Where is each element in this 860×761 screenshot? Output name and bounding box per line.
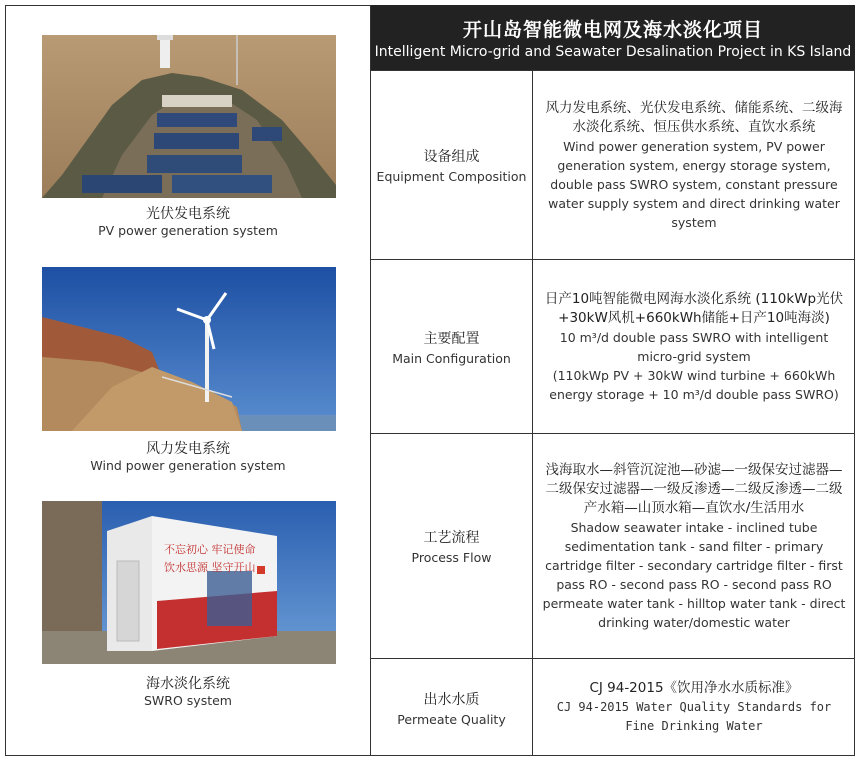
row-content-configuration [533,260,855,433]
row-content-permeate-quality [533,659,855,756]
row-content-equipment [533,71,855,259]
content-zh: 日产10吨智能微电网海水淡化系统 (110kWp光伏+30kW风机+660kWh储能+日产10吨海淡) [544,290,844,326]
content-en: Wind power generation system, PV power generation system, energy storage system, double pass SWRO system, constant pressure water supply system and direct drinking water system [548,138,840,230]
row-label-equipment [371,71,533,259]
swro-caption-zh: 海水淡化系统 [146,676,230,692]
wind-turbine-image [42,267,336,431]
label-en: Process Flow [411,550,492,565]
island-pv-photo [42,35,336,198]
label-zh: 主要配置 [423,330,480,347]
label-en: Permeate Quality [397,711,506,727]
photo-column [5,5,371,756]
row-label-process-flow [371,434,533,658]
table-row-permeate-quality [371,658,855,756]
island-pv-image [42,35,336,198]
project-table [371,5,855,756]
swro-container-image [42,501,336,664]
label-zh: 出水水质 [423,691,480,708]
wind-turbine-photo [42,267,336,431]
content-zh: 浅海取水—斜管沉淀池—砂滤—一级保安过滤器—二级保安过滤器—一级反渗透—二级反渗透—二级产水箱—山顶水箱—直饮水/生活用水 [545,461,843,516]
content-en: CJ 94-2015 Water Quality Standards for Fine Drinking Water [556,700,832,733]
page-title-zh: 开山岛智能微电网及海水淡化项目 [462,19,763,41]
content-zh: 风力发电系统、光伏发电系统、储能系统、二级海水淡化系统、恒压供水系统、直饮水系统 [545,99,843,135]
content-zh: CJ 94-2015《饮用净水水质标准》 [589,680,799,696]
wind-caption-zh: 风力发电系统 [146,441,230,457]
swro-caption-en: SWRO system [144,693,232,708]
label-zh: 工艺流程 [423,530,480,546]
content-en: Shadow seawater intake - inclined tube sedimentation tank - sand filter - primary cartridge filter - secondary cartridge filter - first pass RO - second pass RO - second pass RO permeate water tank - hilltop water tank - direct drinking water/domestic water [542,519,846,630]
label-en: Main Configuration [392,350,511,366]
row-label-configuration [371,260,533,433]
label-en: Equipment Composition [376,169,527,184]
swro-banner-line1: 不忘初心 牢记使命 [164,543,256,556]
row-label-permeate-quality [371,659,533,756]
table-title-bar [371,5,855,70]
pv-caption-zh: 光伏发电系统 [146,206,230,222]
label-zh: 设备组成 [423,149,480,165]
table-row-equipment [371,70,855,259]
pv-caption-en: PV power generation system [98,223,278,238]
wind-caption-en: Wind power generation system [90,458,286,473]
content-en-detail: (110kWp PV + 30kW wind turbine + 660kWh energy storage + 10 m³/d double pass SWRO) [549,367,839,402]
table-row-configuration [371,259,855,433]
table-row-process-flow [371,433,855,658]
swro-banner-line2: 饮水思源 坚守开山 [164,561,256,574]
row-content-process-flow [533,434,855,658]
content-en: 10 m³/d double pass SWRO with intelligent micro-grid system [559,329,829,364]
page-title-en: Intelligent Micro-grid and Seawater Desalination Project in KS Island [374,44,852,60]
swro-container-photo [42,501,336,664]
